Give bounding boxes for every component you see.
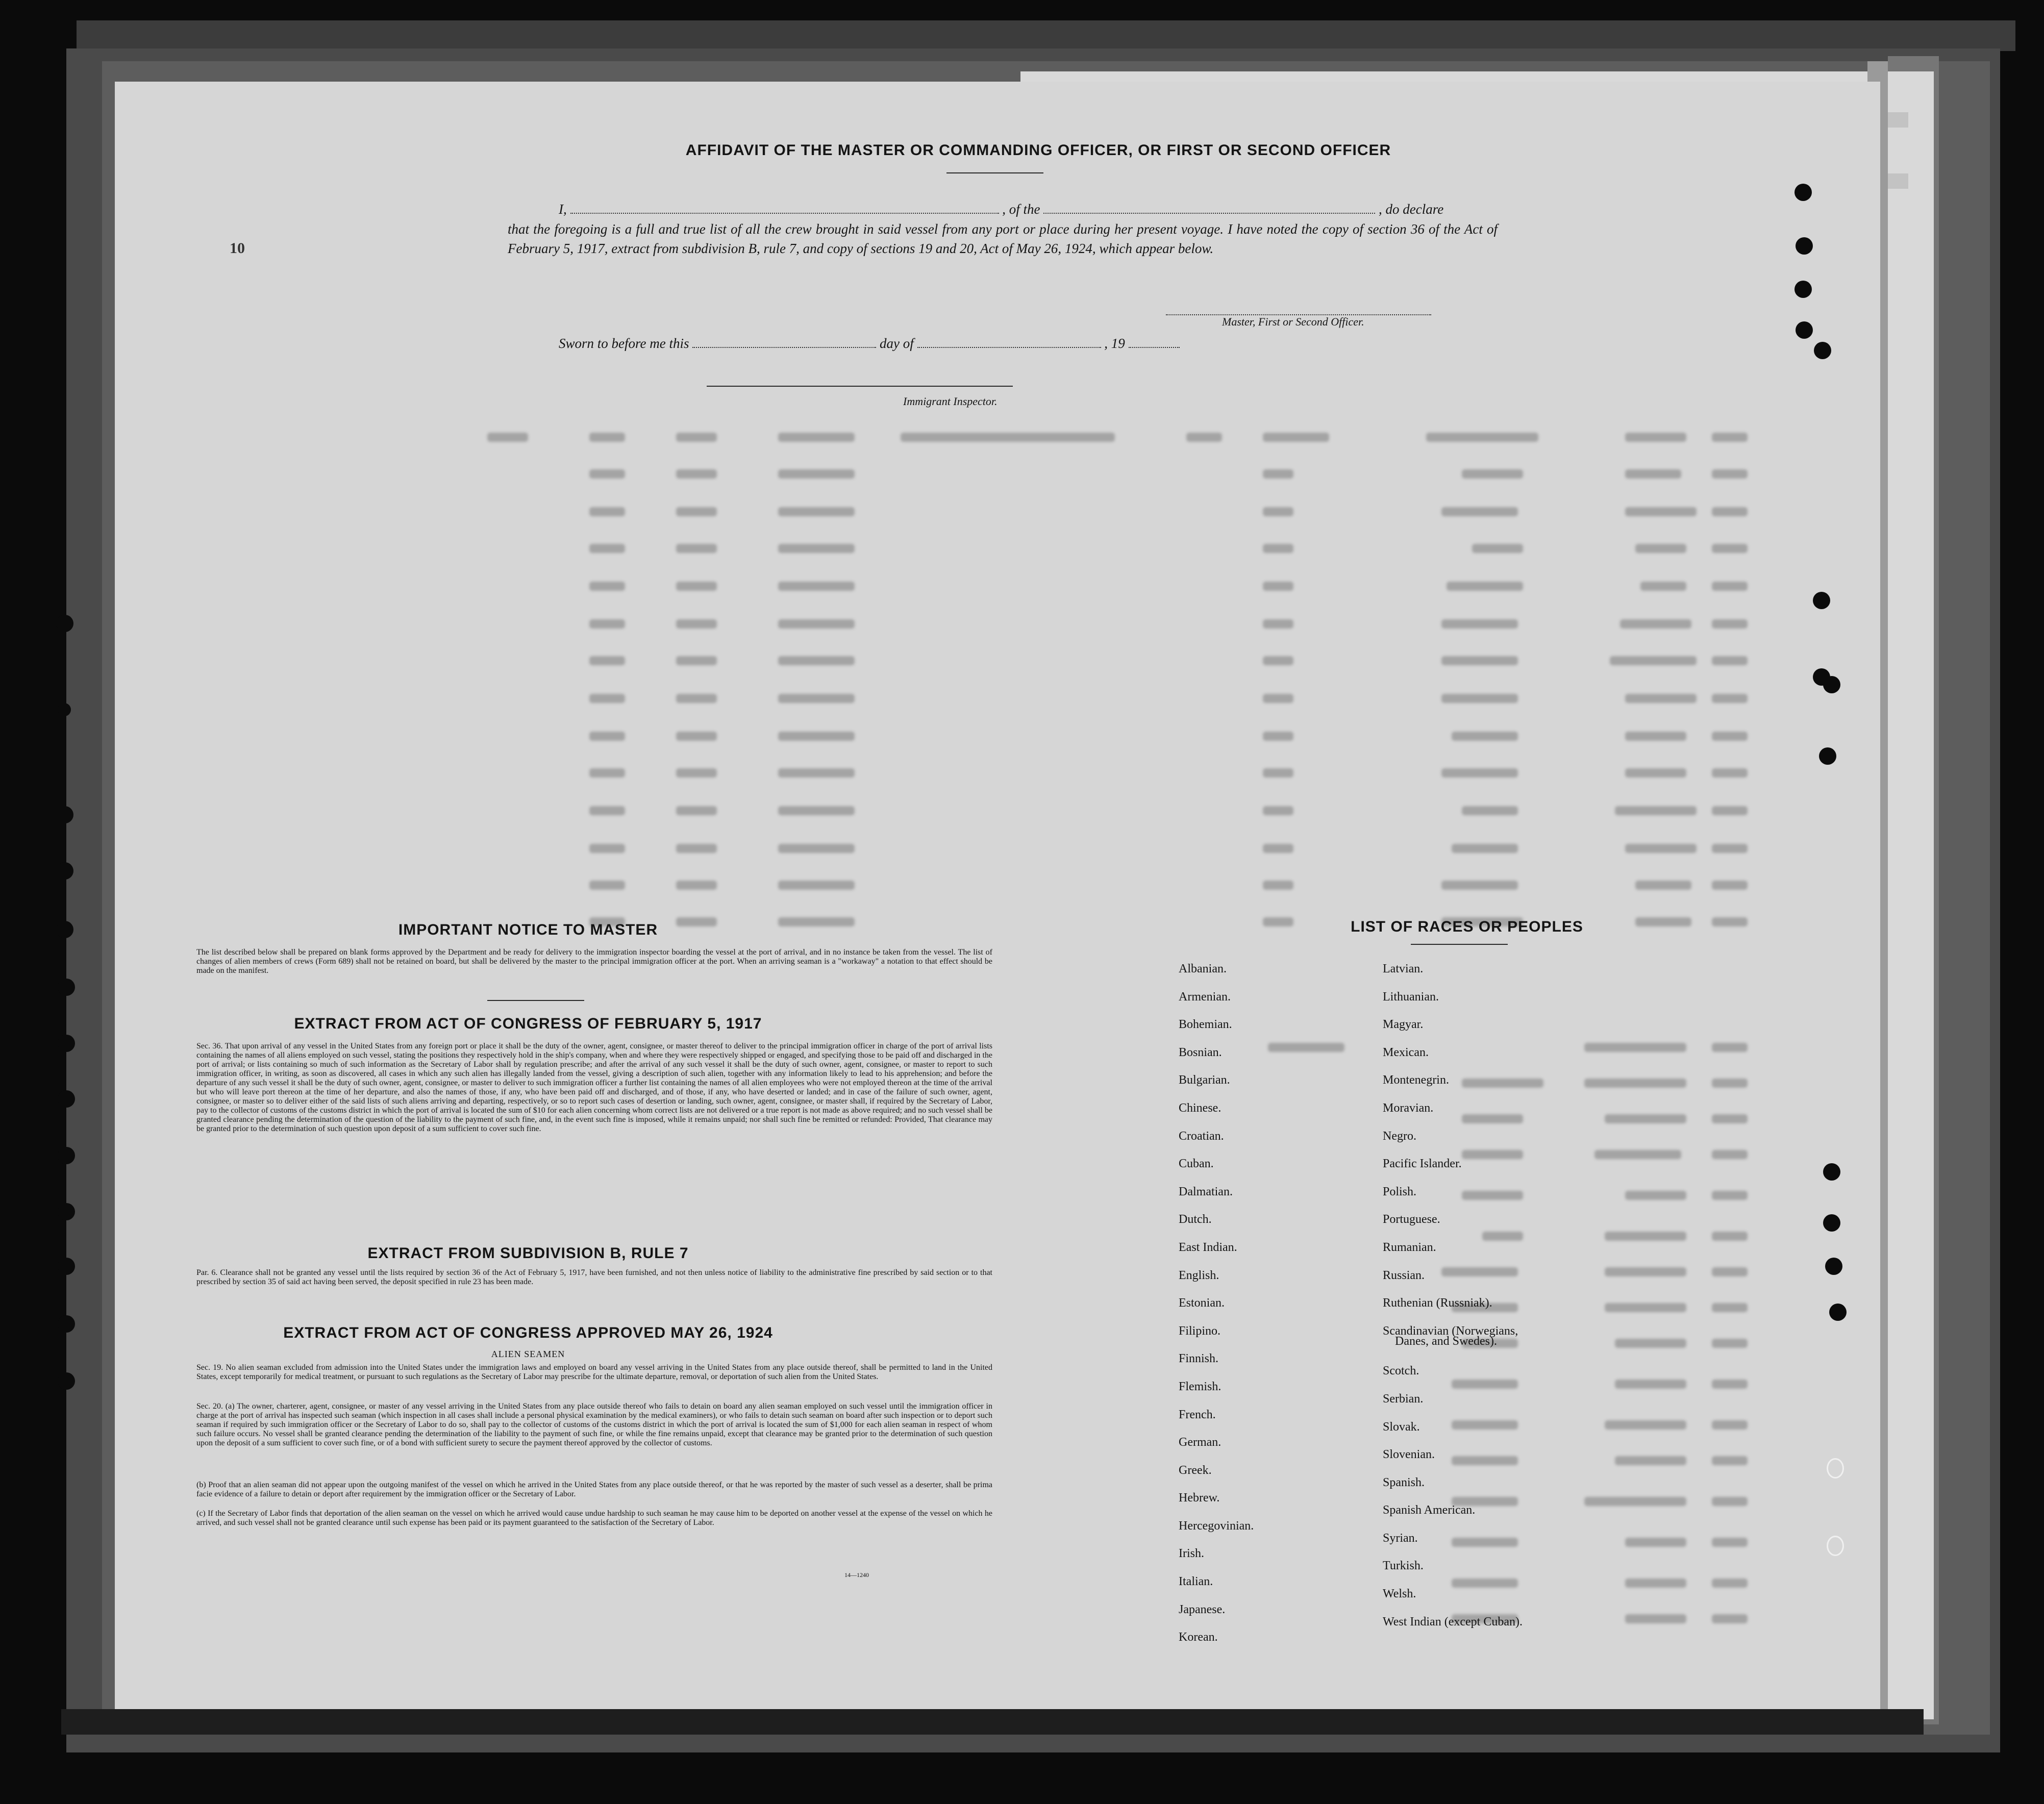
punch-hole (1794, 281, 1812, 298)
race-item: East Indian. (1179, 1240, 1237, 1254)
title-rule (946, 172, 1043, 173)
race-item: Pacific Islander. (1383, 1157, 1462, 1171)
alien-seamen-subtitle: ALIEN SEAMEN (491, 1349, 565, 1359)
race-item: Bosnian. (1179, 1045, 1222, 1059)
master-name-field[interactable] (570, 202, 999, 214)
notice-text: The list described below shall be prepared on blank forms approved by the Department and be ready for delivery to the immigration inspector boarding the vessel at the port of arrival, and in no instance be taken from the vessel. The list of changes of alien members of crews (Form 689) shall not be retained on board, but shall be delivered by the master to the principal immigration officer at the port. When an arriving seaman is a "workaway" a notation to that effect should be made on the manifest. (196, 948, 992, 975)
race-item: Lithuanian. (1383, 990, 1439, 1004)
race-item: Welsh. (1383, 1587, 1416, 1601)
race-item: Slovak. (1383, 1420, 1420, 1434)
race-item: Italian. (1179, 1575, 1213, 1589)
punch-hole (56, 921, 73, 938)
race-item: Spanish. (1383, 1475, 1425, 1489)
rule7-title: EXTRACT FROM SUBDIVISION B, RULE 7 (367, 1245, 689, 1262)
inspector-signature-line[interactable] (707, 386, 1013, 387)
races-rule (1411, 944, 1508, 945)
punch-hole (1794, 184, 1812, 201)
scanner-frame-top (77, 20, 2015, 51)
race-item: Ruthenian (Russniak). (1383, 1296, 1492, 1310)
race-item: Montenegrin. (1383, 1073, 1449, 1087)
race-item: Turkish. (1383, 1559, 1424, 1573)
punch-hole-ring (1827, 1458, 1844, 1479)
declare-label: , do declare (1379, 202, 1444, 217)
month-field[interactable] (917, 336, 1101, 348)
race-item: Bulgarian. (1179, 1073, 1230, 1087)
vessel-field[interactable] (1043, 202, 1375, 214)
race-item: Dutch. (1179, 1213, 1212, 1226)
form-number: 14—1240 (844, 1571, 869, 1578)
race-item: Armenian. (1179, 990, 1231, 1004)
race-item: Croatian. (1179, 1129, 1224, 1143)
affidavit-body: that the foregoing is a full and true list of all the crew brought in said vessel from any port or place during her present voyage. I have noted the copy of section 36 of the Act of February 5, 1917, extract from subdivision B, rule 7, and copy of sections 19 and 20, Act of May 26, 1924, which appear below. (508, 221, 1498, 256)
sec-19-text: Sec. 19. No alien seaman excluded from admission into the United States under the immigration laws and employed on board any vessel arriving in the United States from any place outside thereof, shall be permitted to land in the United States, except temporarily for medical treatment, or pursuant to such regulations as the Secretary of Labor may prescribe for the ultimate departure, removal, or deportation of such alien from the United States. (196, 1363, 992, 1381)
punch-hole (1823, 1163, 1840, 1181)
punch-hole (1819, 747, 1836, 765)
extract-1917-title: EXTRACT FROM ACT OF CONGRESS OF FEBRUARY 5, 1917 (294, 1015, 762, 1032)
punch-hole (58, 1035, 75, 1052)
race-item: Cuban. (1179, 1157, 1214, 1171)
race-item: Flemish. (1179, 1380, 1222, 1393)
sworn-label: Sworn to before me this (559, 336, 689, 351)
year-field[interactable] (1129, 336, 1180, 348)
punch-hole (1829, 1304, 1847, 1321)
of-the-label: , of the (1002, 202, 1040, 217)
i-label: I, (559, 202, 567, 217)
punch-hole-ring (1827, 1536, 1844, 1556)
punch-hole (56, 615, 73, 632)
races-title: LIST OF RACES OR PEOPLES (1351, 918, 1583, 935)
race-item: Spanish American. (1383, 1504, 1476, 1517)
punch-hole (1825, 1258, 1842, 1275)
punch-hole (58, 1090, 75, 1108)
punch-hole (58, 703, 71, 716)
day-of-label: day of (880, 336, 914, 351)
race-item: Filipino. (1179, 1324, 1221, 1338)
day-field[interactable] (692, 336, 876, 348)
margin-number: 10 (230, 240, 245, 257)
race-item: Scotch. (1383, 1364, 1419, 1378)
race-item: Albanian. (1179, 962, 1227, 975)
year-label: , 19 (1104, 336, 1125, 351)
race-item: German. (1179, 1436, 1222, 1449)
punch-hole (56, 862, 73, 880)
sworn-line (559, 336, 1180, 352)
punch-hole (58, 1147, 75, 1164)
race-item: Danes, and Swedes). (1395, 1335, 1497, 1348)
race-item: Dalmatian. (1179, 1185, 1233, 1198)
inspector-label: Immigrant Inspector. (903, 395, 998, 408)
races-right-column (1383, 955, 1523, 1636)
sec-20c-text: (c) If the Secretary of Labor finds that deportation of the alien seaman on the vessel on which he arrived would cause undue hardship to such seaman he may cause him to be deported on another vessel at the expense of the vessel on which he arrived, and such vessel shall not be granted clearance until such expense has been paid or its payment guaranteed to the satisfaction of the Secretary of Labor. (196, 1509, 992, 1527)
punch-hole (1796, 321, 1813, 339)
punch-hole (1823, 1214, 1840, 1232)
punch-hole (58, 1258, 75, 1275)
race-item: Syrian. (1383, 1531, 1418, 1545)
race-item: Russian. (1383, 1268, 1425, 1282)
punch-hole (1814, 342, 1831, 359)
punch-hole (1813, 592, 1830, 609)
punch-hole (1823, 676, 1840, 693)
extract-1917-text: Sec. 36. That upon arrival of any vessel in the United States from any foreign port or place it shall be the duty of the owner, agent, consignee, or master thereof to deliver to the principal immigration officer in charge of the port of arrival lists containing the names of all aliens employed on such vessel, stating the positions they respectively hold in the ship's company, when and where they were respectively shipped or engaged, and specifying those to be paid off and discharged in the port of arrival; or lists containing so much of such information as the Secretary of Labor shall by regulation prescribe; and after the arrival of any such vessel it shall be the duty of such owner, agent, consignee, or master to report to such immigration officer, in writing, as soon as discovered, all cases in which any such alien has illegally landed from the vessel, giving a description of such alien, together with any information likely to lead to his apprehension; and before the departure of any such vessel it shall be the duty of such owner, agent, consignee, or master to deliver to such immigration officer a further list containing the names of all alien employees who were not employed thereon at the time of the arrival but who will leave port thereon at the time of her departure, and also the names of those, if any, who have been paid off and discharged, and of those, if any, who have deserted or landed; and in case of the failure of such owner, agent, consignee, or master so to deliver either of the said lists of such aliens arriving and departing, respectively, or so to report such cases of desertion or landing, such owner, agent, consignee, or master shall, if required by the Secretary of Labor, pay to the collector of customs of the customs district in which the port of arrival is located the sum of $10 for each alien concerning whom correct lists are not delivered or a true report is not made as above required; and no such vessel shall be granted clearance pending the determination of the question of the liability to the payment of such fine, and, in the event such fine is imposed, while it remains unpaid; nor shall such fine be remitted or refunded: Provided, That clearance may be granted prior to the determination of such question upon deposit of a sum sufficient to cover such fine. (196, 1042, 992, 1133)
race-item: Japanese. (1179, 1602, 1226, 1616)
sec-20a-text: Sec. 20. (a) The owner, charterer, agent, consignee, or master of any vessel arriving in the United States from any place outside thereof who fails to detain on board any alien seaman employed on such vessel until the immigration officer in charge at the port of arrival has inspected such seaman (which inspection in all cases shall include a personal physical examination by the medical examiners), or who fails to detain such seaman on board after such inspection or to deport such seaman if required by such immigration officer or the Secretary of Labor to do so, shall pay to the collector of customs of the customs district in which the port of arrival is located the sum of $1,000 for each alien seaman in respect of whom such failure occurs. No vessel shall be granted clearance pending the determination of the liability to the payment of such fine, or while the fine remains unpaid, except that clearance may be granted prior to the determination of such question upon the deposit of a sum sufficient to cover such fine, or of a bond with sufficient surety to secure the payment thereof approved by the collector of customs. (196, 1402, 992, 1447)
race-item: Korean. (1179, 1631, 1218, 1644)
race-item: Estonian. (1179, 1296, 1225, 1310)
extract-1924-title: EXTRACT FROM ACT OF CONGRESS APPROVED MAY 26, 1924 (283, 1324, 773, 1341)
affidavit-title: AFFIDAVIT OF THE MASTER OR COMMANDING OFFICER, OR FIRST OR SECOND OFFICER (685, 142, 1391, 159)
punch-hole (58, 1315, 75, 1333)
race-item: Bohemian. (1179, 1018, 1232, 1032)
race-item: Slovenian. (1383, 1448, 1435, 1462)
race-item: English. (1179, 1268, 1219, 1282)
punch-hole (58, 1372, 75, 1390)
race-item: Scandinavian (Norwegians, (1383, 1324, 1518, 1338)
punch-hole (1796, 237, 1813, 255)
race-item: Rumanian. (1383, 1240, 1436, 1254)
race-item: Hercegovinian. (1179, 1519, 1254, 1533)
race-item: West Indian (except Cuban). (1383, 1615, 1523, 1628)
race-item: Chinese. (1179, 1101, 1222, 1115)
rule7-text: Par. 6. Clearance shall not be granted any vessel until the lists required by section 36 of the Act of February 5, 1917, have been furnished, and not then unless notice of liability to the administrative fine prescribed by said section or to that prescribed by section 35 of said act having been served, the deposit specified in rule 23 has been made. (196, 1268, 992, 1286)
master-signature-label: Master, First or Second Officer. (1222, 315, 1364, 328)
race-item: Greek. (1179, 1463, 1212, 1477)
punch-hole (58, 979, 75, 996)
race-item: Portuguese. (1383, 1213, 1440, 1226)
race-item: Serbian. (1383, 1392, 1424, 1406)
race-item: Polish. (1383, 1185, 1417, 1198)
punch-hole (58, 1203, 75, 1220)
notice-title: IMPORTANT NOTICE TO MASTER (398, 921, 658, 938)
affidavit-line-1 (559, 200, 1498, 218)
race-item: Moravian. (1383, 1101, 1434, 1115)
notice-rule (487, 1000, 584, 1001)
scanner-frame-bottom (61, 1709, 1924, 1735)
race-item: Finnish. (1179, 1352, 1219, 1366)
race-item: French. (1179, 1408, 1216, 1421)
punch-hole (56, 806, 73, 823)
race-item: Mexican. (1383, 1045, 1429, 1059)
race-item: Magyar. (1383, 1018, 1424, 1032)
form-page (115, 82, 1880, 1724)
race-item: Latvian. (1383, 962, 1424, 975)
race-item: Hebrew. (1179, 1491, 1220, 1505)
sec-20b-text: (b) Proof that an alien seaman did not appear upon the outgoing manifest of the vessel on which he arrived in the United States from any place outside thereof, or that he was reported by the master of such vessel as a deserter, shall be prima facie evidence of a failure to detain or deport after requirement by the immigration officer or the Secretary of Labor. (196, 1481, 992, 1498)
race-item: Irish. (1179, 1547, 1204, 1561)
races-left-column (1179, 955, 1254, 1651)
race-item: Negro. (1383, 1129, 1416, 1143)
